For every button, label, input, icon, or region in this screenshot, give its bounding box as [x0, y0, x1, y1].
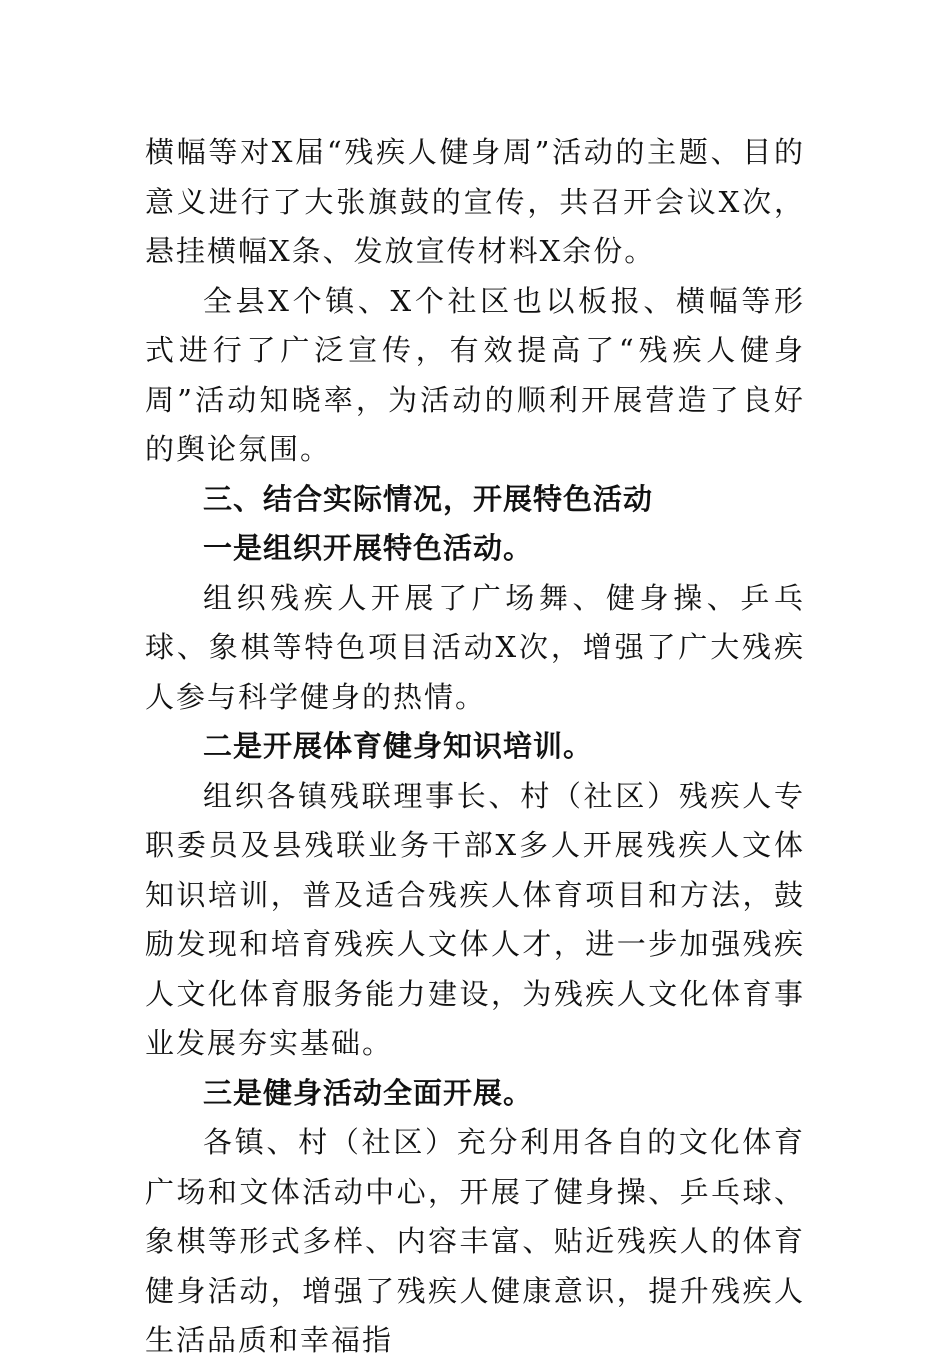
subheading-two: 二是开展体育健身知识培训。 — [203, 729, 594, 763]
paragraph-fitness-activities: 各镇、村（社区）充分利用各自的文化体育广场和文体活动中心，开展了健身操、乒乓球、象棋等形式多样、内容丰富、贴近残疾人的体育健身活动，增强了残疾人健康意识，提升残疾人生活品质和幸福指 — [145, 1125, 805, 1357]
section-heading-three: 三、结合实际情况，开展特色活动 — [203, 481, 654, 516]
subheading-one: 一是组织开展特色活动。 — [203, 531, 534, 565]
paragraph-county-publicity: 全县X个镇、X个社区也以板报、横幅等形式进行了广泛宣传，有效提高了“残疾人健身周”活动知晓率，为活动的顺利开展营造了良好的舆论氛围。 — [145, 283, 805, 466]
subheading-three: 三是健身活动全面开展。 — [203, 1075, 534, 1110]
paragraph-training: 组织各镇残联理事长、村（社区）残疾人专职委员及县残联业务干部X多人开展残疾人文体知识培训，普及适合残疾人体育项目和方法，鼓励发现和培育残疾人文体人才，进一步加强残疾人文化体育服务能力建设，为残疾人文化体育事业发展夯实基础。 — [145, 778, 805, 1060]
document-body — [145, 128, 805, 1366]
paragraph-special-activities: 组织残疾人开展了广场舞、健身操、乒乓球、象棋等特色项目活动X次，增强了广大残疾人参与科学健身的热情。 — [145, 580, 805, 714]
paragraph-publicity-summary: 横幅等对X届“残疾人健身周”活动的主题、目的意义进行了大张旗鼓的宣传，共召开会议X次，悬挂横幅X条、发放宣传材料X余份。 — [145, 135, 805, 268]
